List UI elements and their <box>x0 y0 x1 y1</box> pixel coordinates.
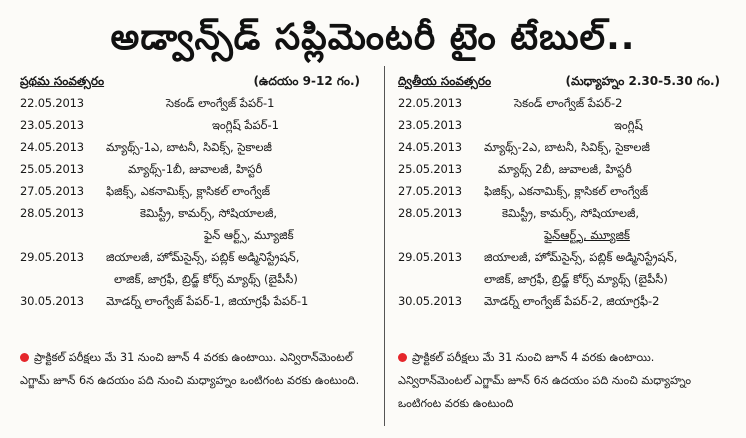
timetable-row <box>20 290 308 312</box>
exam-subject: ఇంగ్లిష్ <box>614 118 643 132</box>
timetable-row <box>398 202 639 224</box>
note-text: ప్రాక్టికల్ పరీక్షలు మే 31 నుంచి జూన్ 4 వరకు ఉంటాయి. ఎన్విరాన్‌మెంటల్ ఎగ్జామ్ జూన్ 6న ఉదయం పది నుంచి మధ్యాహ్నం ఒంటిగంట వరకు ఉంటుంది. <box>20 351 360 387</box>
first-year-header <box>20 70 368 92</box>
exam-date: 29.05.2013 <box>398 250 462 264</box>
second-year-label: ద్వితీయ సంవత్సరం <box>398 74 492 88</box>
second-year-column <box>398 64 728 438</box>
timetable-row <box>20 246 299 268</box>
exam-subject: ఫైన్‌ఆర్ట్స్, మ్యూజిక్ <box>544 228 630 242</box>
exam-date: 23.05.2013 <box>398 118 462 132</box>
exam-subject: జియాలజీ, హోమ్‌సైన్స్, పబ్లిక్ అడ్మినిస్ట్రేషన్, <box>484 250 678 264</box>
exam-date: 30.05.2013 <box>20 294 84 308</box>
exam-subject: మ్యాథ్స్ 2బీ, జువాలజీ, హిస్టరీ <box>498 162 632 176</box>
exam-date: 22.05.2013 <box>20 96 84 110</box>
exam-subject: మోడర్న్ లాంగ్వేజ్ పేపర్-2, జియాగ్రఫీ-2 <box>484 294 660 308</box>
column-divider <box>384 66 385 426</box>
exam-subject: ఫైన్ ఆర్ట్స్, మ్యూజిక్ <box>204 228 294 242</box>
exam-subject: సెకండ్ లాంగ్వేజ్ పేపర్-1 <box>166 96 275 110</box>
timetable-row <box>398 180 648 202</box>
timetable-row <box>398 246 677 268</box>
page-title: అడ్వాన్స్‌డ్ సప్లిమెంటరీ టైం టేబుల్.. <box>110 17 636 58</box>
timetable-row <box>20 180 270 202</box>
exam-subject: కెమిస్ట్రీ, కామర్స్, సోషియాలజీ, <box>502 206 640 220</box>
exam-date: 27.05.2013 <box>398 184 462 198</box>
exam-date: 25.05.2013 <box>398 162 462 176</box>
timetable-row <box>20 224 294 246</box>
timetable-row <box>398 136 650 158</box>
timetable-row <box>398 290 660 312</box>
first-year-column <box>20 64 368 438</box>
practical-exam-note <box>20 346 368 392</box>
exam-date: 24.05.2013 <box>398 140 462 154</box>
first-year-label: ప్రథమ సంవత్సరం <box>20 74 105 88</box>
exam-subject: ఇంగ్లిష్ పేపర్-1 <box>212 118 279 132</box>
exam-date: 27.05.2013 <box>20 184 84 198</box>
bullet-icon <box>398 353 407 362</box>
exam-subject: లాజిక్, జాగ్రఫీ, బ్రిడ్జ్ కోర్స్ మ్యాథ్స్ (బైపీసీ) <box>114 272 298 286</box>
second-year-header <box>398 70 728 92</box>
timetable-row <box>20 114 279 136</box>
timetable-row <box>20 158 262 180</box>
exam-subject: ఫిజిక్స్, ఎకనామిక్స్, క్లాసికల్ లాంగ్వేజ్ <box>484 184 649 198</box>
timetable-row <box>398 92 622 114</box>
second-year-time: (మధ్యాహ్నం 2.30-5.30 గం.) <box>565 74 720 88</box>
exam-date: 28.05.2013 <box>398 206 462 220</box>
exam-date: 23.05.2013 <box>20 118 84 132</box>
exam-subject: ఫిజిక్స్, ఎకనామిక్స్, క్లాసికల్ లాంగ్వేజ్ <box>106 184 271 198</box>
timetable-row <box>20 268 298 290</box>
bullet-icon <box>20 353 29 362</box>
exam-date: 24.05.2013 <box>20 140 84 154</box>
first-year-time: (ఉదయం 9-12 గం.) <box>253 74 360 88</box>
practical-exam-note <box>398 346 728 415</box>
exam-subject: జియాలజీ, హోమ్‌సైన్స్, పబ్లిక్ అడ్మినిస్ట్రేషన్, <box>106 250 300 264</box>
timetable-row <box>20 136 272 158</box>
exam-subject: మ్యాథ్స్-1బీ, జువాలజీ, హిస్టరీ <box>128 162 263 176</box>
exam-subject: మోడర్న్ లాంగ్వేజ్ పేపర్-1, జియాగ్రఫీ పేపర్-1 <box>106 294 309 308</box>
timetable-row <box>398 114 643 136</box>
note-text: ప్రాక్టికల్ పరీక్షలు మే 31 నుంచి జూన్ 4 వరకు ఉంటాయి. ఎన్విరాన్‌మెంటల్ ఎగ్జామ్ జూన్ 6న ఉదయం పది నుంచి మధ్యాహ్నం ఒంటిగంట వరకు ఉంటుంది <box>398 351 692 410</box>
exam-subject: లాజిక్, జాగ్రఫీ, బ్రిడ్జ్ కోర్స్ మ్యాథ్స్ (బైపీసీ) <box>484 272 668 286</box>
timetable-row <box>20 92 274 114</box>
exam-subject: కెమిస్ట్రీ, కామర్స్, సోషియాలజీ, <box>140 206 278 220</box>
timetable-row <box>398 268 668 290</box>
exam-date: 25.05.2013 <box>20 162 84 176</box>
timetable-row <box>398 158 632 180</box>
exam-date: 28.05.2013 <box>20 206 84 220</box>
exam-date: 30.05.2013 <box>398 294 462 308</box>
exam-date: 29.05.2013 <box>20 250 84 264</box>
timetable-row <box>20 202 277 224</box>
timetable-row <box>398 224 630 246</box>
exam-subject: మ్యాథ్స్-2ఎ, బాటనీ, సివిక్స్, సైకాలజీ <box>484 140 650 154</box>
exam-subject: సెకండ్ లాంగ్వేజ్ పేపర్-2 <box>514 96 623 110</box>
exam-subject: మ్యాథ్స్-1ఎ, బాటనీ, సివిక్స్, సైకాలజీ <box>106 140 272 154</box>
exam-date: 22.05.2013 <box>398 96 462 110</box>
